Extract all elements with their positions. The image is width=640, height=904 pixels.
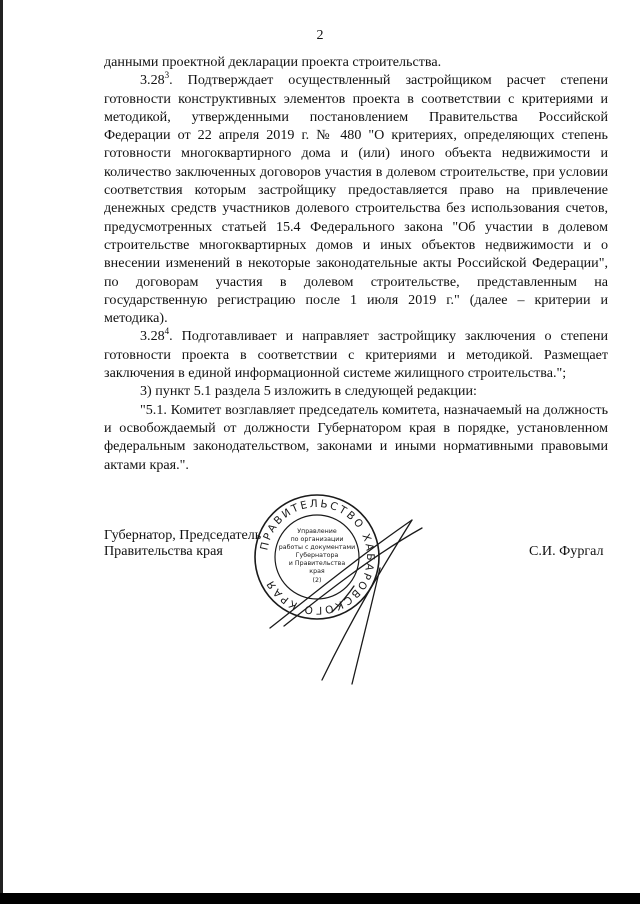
- clause-text: . Подтверждает осуществленный застройщиком расчет степени готовности конструктивных элементов проекта в соответствии с критериями и методикой, утвержденными постановлением Правительства Российской Федерации от 22 апреля 2019 г. № 480 "О критериях, определяющих степень готовности многоквартирного дома и (или) иного объекта недвижимости и количество заключенных договоров участия в долевом строительстве, при условии соответствия которым застройщику предоставляется право на привлечение денежных средств участников долевого строительства без использования счетов, предусмотренных статьей 15.4 Федерального закона "Об участии в долевом строительстве многоквартирных домов и иных объектов недвижимости и о внесении изменений в некоторые законодательные акты Российской Федерации", по договорам участия в долевом строительстве, представленным на государственную регистрацию после 1 июля 2019 г." (далее – критерии и методика).: [104, 72, 608, 327]
- paragraph-item-3: 3) пункт 5.1 раздела 5 изложить в следующей редакции:: [140, 383, 477, 400]
- paragraph-3-28-4: [104, 327, 608, 382]
- clause-number: 3.28: [140, 72, 165, 89]
- clause-number: 3.28: [140, 328, 165, 345]
- paragraph-5-1: "5.1. Комитет возглавляет председатель комитета, назначаемый на должность и освобождаемый от должности Губернатором края в порядке, установленном федеральным законодательством, законами и иными нормативными правовыми актами края.".: [104, 401, 608, 473]
- signatory-title: [104, 527, 261, 559]
- clause-text: . Подготавливает и направляет застройщику заключения о степени готовности проекта в соответствии с критериями и методикой. Размещает заключения в единой информационной системе жилищного строительства.";: [104, 328, 608, 382]
- signatory-title-line2: Правительства края: [104, 543, 223, 559]
- seal-line-4: Губернатора: [295, 552, 339, 559]
- paragraph-3-28-3: [104, 71, 608, 327]
- document-body: [104, 53, 608, 474]
- seal-line-1: Управление: [297, 528, 337, 535]
- seal-line-3: работы с документами: [278, 544, 356, 551]
- signatory-title-line1: Губернатор, Председатель: [104, 527, 262, 543]
- signatory-name: С.И. Фургал: [529, 543, 604, 559]
- seal-line-2: по организации: [290, 536, 344, 543]
- seal-number: (2): [312, 577, 322, 584]
- scan-edge: [0, 0, 3, 904]
- scan-bottom-edge: [0, 893, 640, 904]
- seal-line-6: края: [309, 568, 325, 575]
- seal-ring-text: ПРАВИТЕЛЬСТВО ХАБАРОВСКОГО КРАЯ: [258, 497, 377, 617]
- clause-superscript: 3: [164, 70, 170, 81]
- seal-line-5: и Правительства: [288, 560, 346, 567]
- handwritten-signature: [262, 508, 432, 688]
- clause-superscript: 4: [164, 326, 170, 337]
- paragraph-continuation: данными проектной декларации проекта строительства.: [104, 54, 442, 70]
- page-number: 2: [316, 28, 324, 43]
